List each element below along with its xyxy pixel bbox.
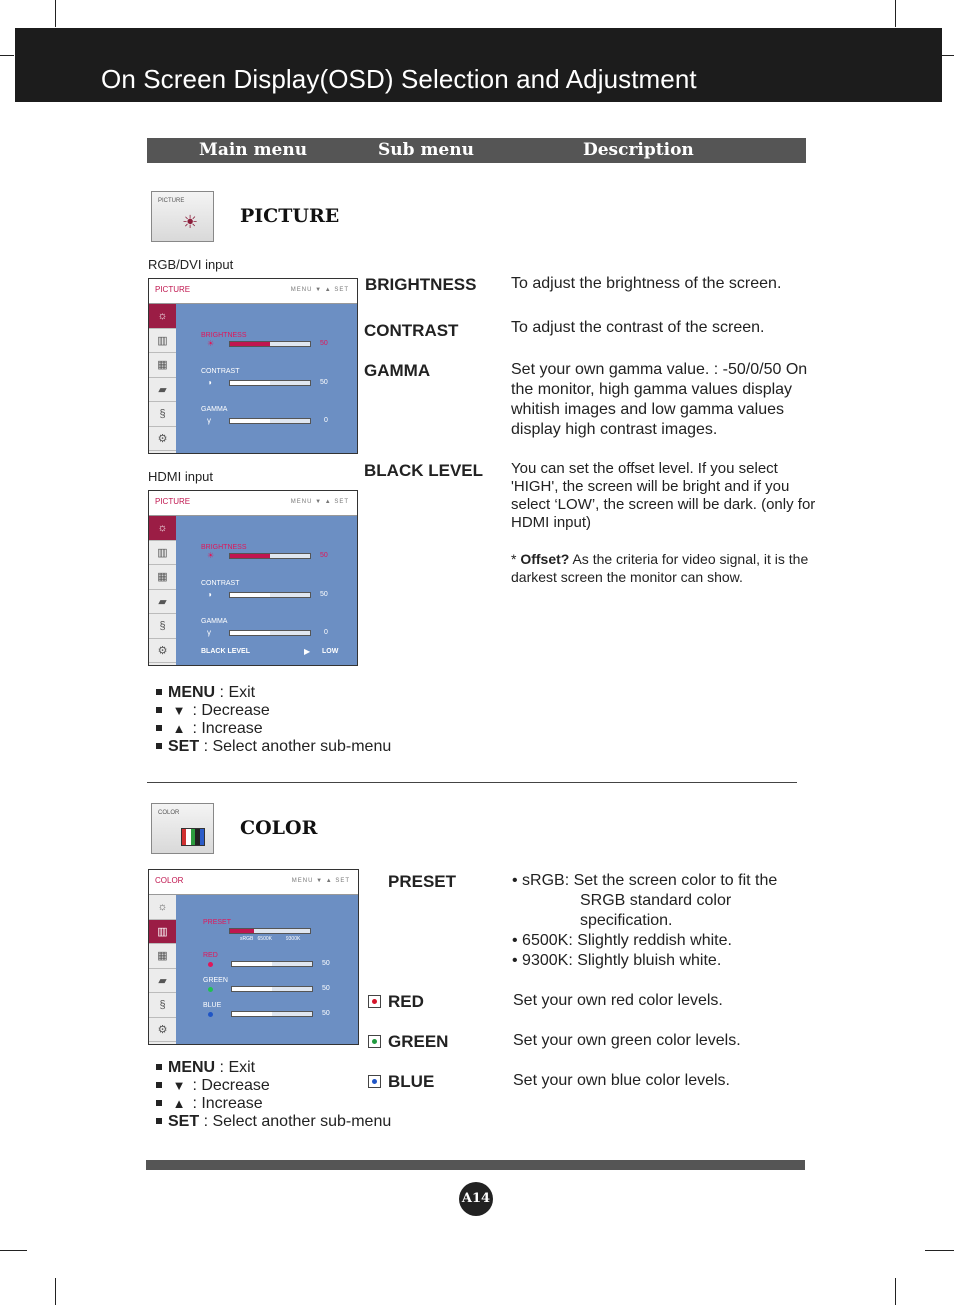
legend-down: [156, 1077, 391, 1095]
osd-green-label: GREEN: [203, 977, 228, 984]
legend-menu-text: : Exit: [215, 1059, 256, 1076]
preset-line: • sRGB: Set the screen color to fit the: [512, 872, 778, 889]
crop-mark: [0, 55, 14, 56]
osd-preset-slider: [229, 928, 311, 934]
setup-gear-icon: ⚙: [149, 427, 176, 452]
osd-contrast-slider: [229, 592, 311, 598]
column-main-menu: Main menu: [199, 140, 308, 160]
preset-line: • 9300K: Slightly bluish white.: [512, 952, 722, 969]
color-section-title: COLOR: [240, 817, 318, 839]
crop-mark: [895, 0, 896, 27]
brightness-icon: ☼: [149, 304, 176, 329]
osd-blue-slider: [231, 1011, 313, 1017]
brightness-icon: ☼: [149, 516, 176, 541]
offset-note-term: Offset?: [520, 551, 570, 567]
osd-gamma-slider: [229, 630, 311, 636]
osd-contrast-value: 50: [320, 379, 328, 386]
offset-note-text: As the criteria for video signal, it is the darkest screen the monitor can show.: [511, 551, 809, 585]
tracking-icon: ▦: [149, 944, 176, 969]
green-label: GREEN: [388, 1032, 449, 1051]
osd-top-bar: [149, 279, 357, 304]
osd-green-value: 50: [322, 985, 330, 992]
color-key-legend: [156, 1059, 391, 1131]
osd-preset-label: PRESET: [203, 919, 232, 926]
section-divider: [147, 782, 797, 783]
preset-line: • 6500K: Slightly reddish white.: [512, 932, 732, 949]
osd-title: COLOR: [155, 876, 184, 885]
osd-blue-value: 50: [322, 1010, 330, 1017]
legend-set: [156, 738, 391, 756]
red-desc: Set your own red color levels.: [513, 992, 723, 1009]
signal-icon: §: [149, 402, 176, 427]
osd-red-label: RED: [203, 952, 218, 959]
picture-icon-label: PICTURE: [158, 198, 185, 204]
hdmi-caption: HDMI input: [148, 469, 214, 484]
arrow-right-icon: ▶: [304, 647, 311, 656]
contrast-desc: To adjust the contrast of the screen.: [511, 319, 765, 336]
osd-contrast-label: CONTRAST: [201, 580, 240, 587]
signal-icon: §: [149, 614, 176, 639]
fun-icon: ▰: [149, 590, 176, 615]
color-bars-icon: ▥: [149, 329, 176, 354]
crop-mark: [895, 1278, 896, 1305]
gamma-label: GAMMA: [364, 361, 431, 380]
osd-brightness-slider: [229, 553, 311, 559]
footer-bar: [146, 1160, 805, 1170]
signal-icon: §: [149, 993, 176, 1018]
black-level-desc: You can set the offset level. If you select 'HIGH', the screen will be bright and if you select ‘LOW’, the screen will be dark. (only for HDMI input): [511, 460, 816, 531]
osd-top-bar: [149, 870, 358, 895]
legend-set: [156, 1113, 391, 1131]
offset-note: [511, 550, 821, 586]
osd-title: PICTURE: [155, 285, 191, 294]
gamma-icon: γ: [207, 628, 211, 637]
osd-gamma-value: 0: [324, 629, 328, 636]
red-label: RED: [388, 992, 424, 1011]
arrow-up-icon: ▲: [172, 721, 186, 736]
brightness-label: BRIGHTNESS: [365, 275, 477, 294]
osd-contrast-value: 50: [320, 591, 328, 598]
blue-label: BLUE: [388, 1072, 435, 1091]
legend-menu-key: MENU: [168, 1059, 216, 1076]
fun-icon: ▰: [149, 969, 176, 994]
page-title: On Screen Display(OSD) Selection and Adjustment: [101, 64, 697, 94]
page-number: A14: [459, 1182, 493, 1216]
brightness-icon: ☼: [149, 895, 176, 920]
crop-mark: [0, 1250, 27, 1251]
legend-down-text: : Decrease: [188, 1077, 270, 1094]
setup-gear-icon: ⚙: [149, 639, 176, 664]
crop-mark: [942, 55, 954, 56]
rgb-dvi-caption: RGB/DVI input: [148, 257, 234, 272]
legend-up-text: : Increase: [188, 1095, 263, 1112]
osd-controls: MENU ▼ ▲ SET: [290, 499, 349, 505]
legend-down: [156, 702, 391, 720]
blue-desc: Set your own blue color levels.: [513, 1072, 730, 1089]
gamma-icon: γ: [207, 416, 211, 425]
osd-brightness-label: BRIGHTNESS: [201, 544, 247, 551]
osd-title: PICTURE: [155, 497, 191, 506]
osd-preset-options: sRGB 6500K 9300K: [240, 936, 301, 942]
osd-brightness-slider: [229, 341, 311, 347]
blue-dot-icon: [208, 1012, 213, 1017]
tracking-icon: ▦: [149, 565, 176, 590]
contrast-icon: ◑: [207, 590, 212, 599]
column-description: Description: [583, 140, 694, 160]
color-icon-label: COLOR: [158, 810, 180, 816]
picture-section-title: PICTURE: [240, 205, 340, 227]
osd-red-value: 50: [322, 960, 330, 967]
legend-menu: [156, 684, 391, 702]
osd-side-menu: [149, 516, 176, 665]
green-desc: Set your own green color levels.: [513, 1032, 741, 1049]
crop-mark: [55, 0, 56, 27]
legend-set-text: : Select another sub-menu: [199, 738, 392, 755]
contrast-icon: ◑: [207, 378, 212, 387]
legend-set-key: SET: [168, 1113, 200, 1130]
legend-menu-key: MENU: [168, 684, 216, 701]
osd-top-bar: [149, 491, 357, 516]
setup-gear-icon: ⚙: [149, 1018, 176, 1043]
osd-gamma-value: 0: [324, 417, 328, 424]
osd-brightness-label: BRIGHTNESS: [201, 332, 247, 339]
osd-controls: MENU ▼ ▲ SET: [291, 878, 350, 884]
gamma-desc: Set your own gamma value. : -50/0/50 On the monitor, high gamma values display whitish images and low gamma values display high contrast images.: [511, 361, 808, 438]
crop-mark: [925, 1250, 954, 1251]
preset-desc: [512, 871, 822, 971]
green-dot-icon: [208, 987, 213, 992]
red-dot-icon: [208, 962, 213, 967]
brightness-icon: ☀: [207, 551, 215, 560]
color-bars-icon: ▥: [149, 541, 176, 566]
crop-mark: [55, 1278, 56, 1305]
osd-picture-hdmi: [148, 490, 358, 666]
tracking-icon: ▦: [149, 353, 176, 378]
osd-blue-label: BLUE: [203, 1002, 222, 1009]
red-square-icon: [368, 995, 381, 1008]
green-square-icon: [368, 1035, 381, 1048]
osd-red-slider: [231, 961, 313, 967]
arrow-down-icon: ▼: [172, 1078, 186, 1093]
osd-gamma-label: GAMMA: [201, 406, 228, 413]
color-bars-icon: [181, 828, 205, 846]
osd-brightness-value: 50: [320, 340, 328, 347]
preset-label: PRESET: [388, 872, 457, 891]
osd-gamma-slider: [229, 418, 311, 424]
picture-key-legend: [156, 684, 391, 756]
black-level-label: BLACK LEVEL: [364, 461, 483, 480]
osd-black-level-value: LOW: [322, 648, 339, 655]
osd-green-slider: [231, 986, 313, 992]
osd-side-menu: [149, 895, 176, 1044]
osd-color: [148, 869, 359, 1045]
offset-note-prefix: *: [511, 551, 521, 567]
arrow-down-icon: ▼: [172, 703, 186, 718]
osd-gamma-label: GAMMA: [201, 618, 228, 625]
brightness-icon: ☀: [207, 339, 215, 348]
osd-contrast-label: CONTRAST: [201, 368, 240, 375]
color-bars-icon: ▥: [149, 920, 176, 945]
osd-controls: MENU ▼ ▲ SET: [290, 287, 349, 293]
legend-menu-text: : Exit: [215, 684, 256, 701]
osd-brightness-value: 50: [320, 552, 328, 559]
color-section-icon: [151, 803, 214, 854]
preset-line: SRGB standard color: [580, 892, 732, 909]
legend-menu: [156, 1059, 391, 1077]
legend-up: [156, 1095, 391, 1113]
preset-line: specification.: [580, 912, 673, 929]
brightness-icon: ☀: [182, 212, 199, 232]
osd-black-level-label: BLACK LEVEL: [201, 648, 250, 655]
arrow-up-icon: ▲: [172, 1096, 186, 1111]
fun-icon: ▰: [149, 378, 176, 403]
legend-set-key: SET: [168, 738, 200, 755]
column-sub-menu: Sub menu: [378, 140, 474, 160]
osd-side-menu: [149, 304, 176, 453]
osd-picture-rgb: [148, 278, 358, 454]
legend-up: [156, 720, 391, 738]
legend-set-text: : Select another sub-menu: [199, 1113, 392, 1130]
brightness-desc: To adjust the brightness of the screen.: [511, 275, 782, 292]
contrast-label: CONTRAST: [364, 321, 459, 340]
picture-section-icon: [151, 191, 214, 242]
osd-contrast-slider: [229, 380, 311, 386]
legend-down-text: : Decrease: [188, 702, 270, 719]
legend-up-text: : Increase: [188, 720, 263, 737]
